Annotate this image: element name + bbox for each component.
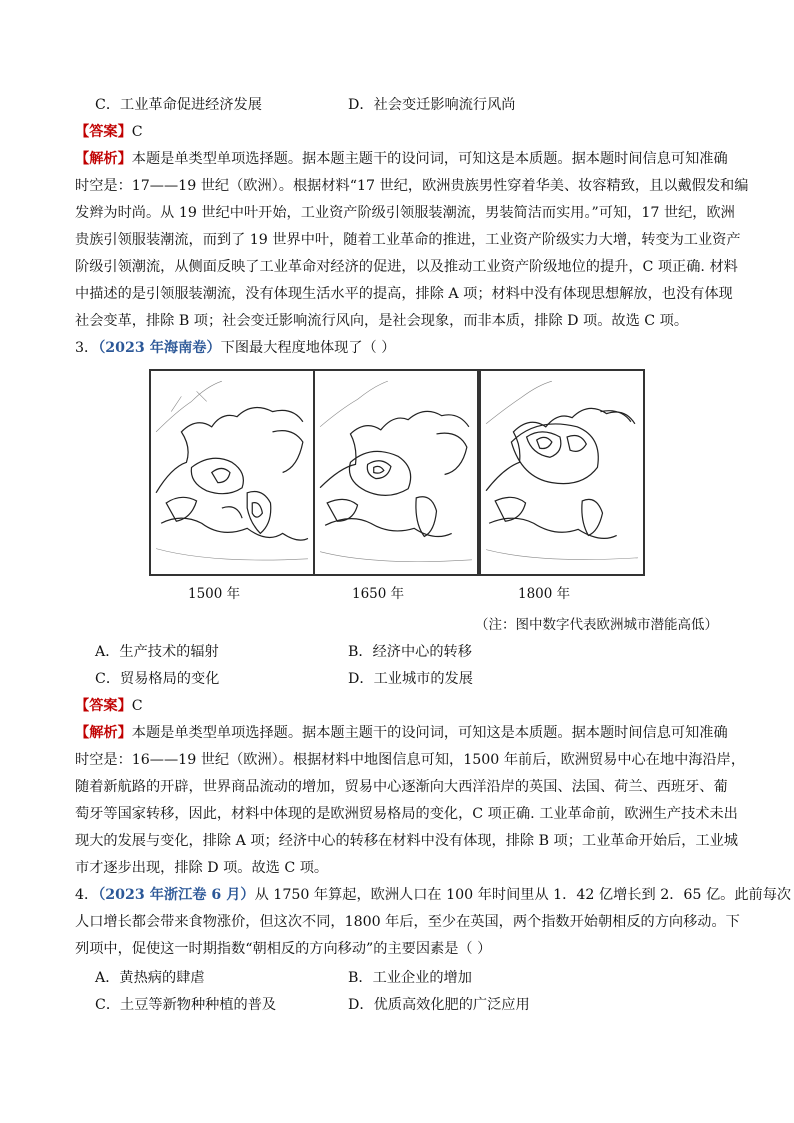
q2-analysis-line-6: 中描述的是引领服装潮流，没有体现生活水平的提高，排除 A 项；材料中没有体现思想解放，也没有体现	[75, 286, 733, 302]
q4-option-b: B．工业企业的增加	[348, 970, 472, 986]
q2-answer	[75, 123, 143, 141]
question-text: 下图最大程度地体现了（ ）	[220, 340, 396, 356]
q2-analysis-line-4: 贵族引领服装潮流，而到了 19 世界中叶，随着工业革命的推进，工业资产阶级实力大增，转变为工业资产	[75, 232, 741, 248]
answer-tag: 【答案】	[75, 698, 132, 714]
q2-option-d: D．社会变迁影响流行风尚	[348, 97, 516, 113]
q2-analysis-line-5: 阶级引领潮流，从侧面反映了工业革命对经济的促进，以及推动工业资产阶级地位的提升，C 项正确. 材料	[75, 259, 738, 275]
q2-option-c: C．工业革命促进经济发展	[95, 97, 262, 113]
q3-option-a: A．生产技术的辐射	[95, 644, 219, 660]
q4-option-c: C．土豆等新物种种植的普及	[95, 997, 277, 1013]
question-source: （2023 年海南卷）	[98, 340, 221, 356]
q2-analysis-line-2: 时空是：17——19 世纪（欧洲）。根据材料“17 世纪，欧洲贵族男性穿着华美、妆容精致，且以戴假发和编	[75, 178, 749, 194]
q4-option-d: D．优质高效化肥的广泛应用	[348, 997, 530, 1013]
answer-tag: 【答案】	[75, 124, 132, 140]
map-note: （注：图中数字代表欧洲城市潜能高低）	[475, 617, 718, 633]
q2-analysis-line-3: 发辫为时尚。从 19 世纪中叶开始，工业资产阶级引领服装潮流，男装简洁而实用。”可知，17 世纪，欧洲	[75, 205, 735, 221]
question-number: 3．	[75, 340, 99, 356]
answer-value: C	[131, 698, 143, 714]
q3-analysis-line-6: 市才逐步出现，排除 D 项。故选 C 项。	[75, 860, 329, 876]
q4-option-a: A．黄热病的肆虐	[95, 970, 205, 986]
q4-stem-line-1	[75, 886, 791, 904]
q3-analysis-line-5: 现大的发展与变化，排除 A 项；经济中心的转移在材料中没有体现，排除 B 项；工业革命开始后，工业城	[75, 833, 738, 849]
map-1800	[479, 369, 645, 576]
map-caption-1800: 1800 年	[518, 586, 571, 602]
q3-option-c: C．贸易格局的变化	[95, 671, 220, 687]
q3-option-b: B．经济中心的转移	[348, 644, 472, 660]
q3-option-d: D．工业城市的发展	[348, 671, 473, 687]
q3-stem	[75, 339, 395, 357]
q3-analysis-line-1	[75, 724, 728, 742]
q3-analysis-line-3: 随着新航路的开辟，世界商品流动的增加，贸易中心逐渐向大西洋沿岸的英国、法国、荷兰、西班牙、葡	[75, 779, 728, 795]
question-source: （2023 年浙江卷 6 月）	[98, 887, 255, 903]
q4-stem-line-3: 列项中，促使这一时期指数“朝相反的方向移动”的主要因素是（ ）	[75, 941, 492, 957]
answer-value: C	[131, 124, 143, 140]
analysis-text: 本题是单类型单项选择题。据本题主题干的设问词，可知这是本质题。据本题时间信息可知准确	[131, 725, 728, 741]
q2-analysis-line-7: 社会变革，排除 B 项；社会变迁影响流行风向，是社会现象，而非本质，排除 D 项。故选 C 项。	[75, 313, 689, 329]
q4-stem-line-2: 人口增长都会带来食物涨价，但这次不同，1800 年后，至少在英国，两个指数开始朝相反的方向移动。下	[75, 914, 740, 930]
q3-analysis-line-4: 萄牙等国家转移，因此，材料中体现的是欧洲贸易格局的变化，C 项正确. 工业革命前，欧洲生产技术未出	[75, 806, 738, 822]
q2-analysis-line-1	[75, 150, 728, 168]
analysis-text: 本题是单类型单项选择题。据本题主题干的设问词，可知这是本质题。据本题时间信息可知准确	[131, 151, 728, 167]
analysis-tag: 【解析】	[75, 151, 132, 167]
q3-analysis-line-2: 时空是：16——19 世纪（欧洲）。根据材料中地图信息可知，1500 年前后，欧洲贸易中心在地中海沿岸，	[75, 752, 746, 768]
question-text: 从 1750 年算起，欧洲人口在 100 年时间里从 1．42 亿增长到 2．65 亿。此前每次	[254, 887, 792, 903]
analysis-tag: 【解析】	[75, 725, 132, 741]
question-number: 4．	[75, 887, 99, 903]
map-1650	[313, 369, 479, 576]
q3-answer	[75, 697, 143, 715]
map-1500	[149, 369, 315, 576]
map-caption-1500: 1500 年	[188, 586, 241, 602]
map-caption-1650: 1650 年	[352, 586, 405, 602]
